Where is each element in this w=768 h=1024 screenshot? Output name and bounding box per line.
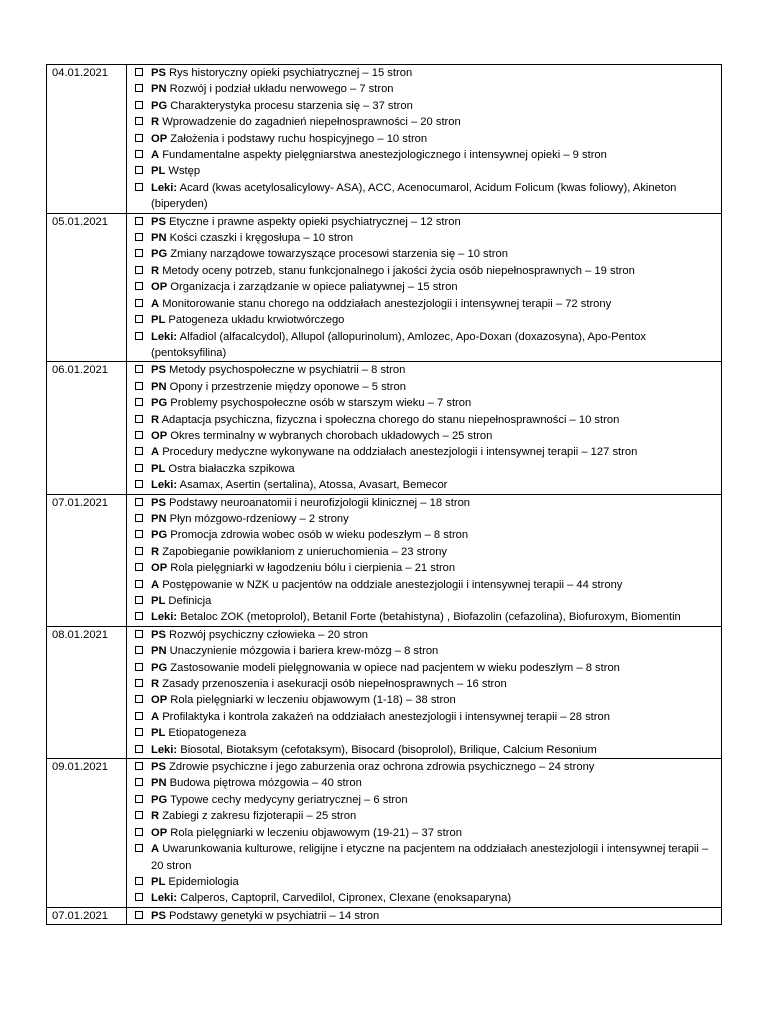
item-code: PS — [151, 364, 166, 377]
checklist-item — [127, 709, 721, 725]
item-text: Metody psychospołeczne w psychiatrii – 8 stron — [169, 364, 406, 377]
item-code: PN — [151, 380, 167, 393]
item-text: Rola pielęgniarki w leczeniu objawowym (19-21) – 37 stron — [170, 826, 462, 839]
checklist-item — [127, 841, 721, 874]
item-code: PN — [151, 645, 167, 658]
day-date: 04.01.2021 — [47, 65, 127, 214]
item-code: PG — [151, 661, 168, 674]
item-text: Kości czaszki i kręgosłupa – 10 stron — [169, 232, 354, 245]
checklist-item — [127, 908, 721, 924]
day-date: 05.01.2021 — [47, 213, 127, 362]
checklist-item — [127, 742, 721, 758]
item-text: Rozwój psychiczny człowieka – 20 stron — [169, 628, 369, 641]
day-items — [127, 907, 722, 924]
item-code: R — [151, 264, 160, 277]
checkbox-icon[interactable] — [135, 679, 143, 687]
item-code: PL — [151, 875, 166, 888]
checklist-item — [127, 147, 721, 163]
item-code: Leki: — [151, 892, 178, 905]
checklist-item — [127, 312, 721, 328]
checklist-item — [127, 180, 721, 213]
checkbox-icon[interactable] — [135, 547, 143, 555]
checklist-item — [127, 296, 721, 312]
schedule-table-body — [47, 65, 722, 925]
item-code: OP — [151, 281, 168, 294]
checkbox-icon[interactable] — [135, 695, 143, 703]
item-text: Rozwój i podział układu nerwowego – 7 stron — [169, 83, 394, 96]
day-date: 07.01.2021 — [47, 494, 127, 626]
checkbox-icon[interactable] — [135, 514, 143, 522]
item-code: PS — [151, 628, 166, 641]
item-code: A — [151, 297, 160, 310]
day-date: 08.01.2021 — [47, 626, 127, 758]
checkbox-icon[interactable] — [135, 447, 143, 455]
day-items — [127, 213, 722, 362]
day-items — [127, 759, 722, 908]
item-text: Ostra białaczka szpikowa — [168, 462, 295, 475]
checkbox-icon[interactable] — [135, 498, 143, 506]
item-text: Opony i przestrzenie między oponowe – 5 stron — [169, 380, 406, 393]
item-code: R — [151, 545, 160, 558]
day-items — [127, 65, 722, 214]
item-text: Acard (kwas acetylosalicylowy- ASA), ACC, Acenocumarol, Acidum Folicum (kwas foliowy), Akineton (biperyden) — [151, 181, 677, 211]
item-code: PN — [151, 232, 167, 245]
item-text: Założenia i podstawy ruchu hospicyjnego – 10 stron — [170, 132, 428, 145]
checklist-item — [127, 825, 721, 841]
item-text: Rola pielęgniarki w łagodzeniu bólu i cierpienia – 21 stron — [170, 562, 456, 575]
item-code: A — [151, 149, 160, 162]
checklist-item — [127, 874, 721, 890]
item-text: Metody oceny potrzeb, stanu funkcjonalnego i jakości życia osób niepełnosprawnych – 19 stron — [162, 264, 635, 277]
item-text: Zmiany narządowe towarzyszące procesowi starzenia się – 10 stron — [170, 248, 508, 261]
item-text: Rys historyczny opieki psychiatrycznej – 15 stron — [169, 67, 413, 79]
checklist-item — [127, 560, 721, 576]
item-text: Podstawy genetyki w psychiatrii – 14 stron — [169, 909, 380, 922]
checkbox-icon[interactable] — [135, 315, 143, 323]
checklist-item — [127, 428, 721, 444]
checkbox-icon[interactable] — [135, 101, 143, 109]
item-code: Leki: — [151, 479, 178, 492]
checkbox-icon[interactable] — [135, 762, 143, 770]
item-text: Problemy psychospołeczne osób w starszym wieku – 7 stron — [170, 397, 472, 410]
checklist-item — [127, 725, 721, 741]
checklist-item — [127, 362, 721, 378]
day-items — [127, 494, 722, 626]
item-code: PG — [151, 793, 168, 806]
checkbox-icon[interactable] — [135, 596, 143, 604]
day-items — [127, 362, 722, 494]
item-code: PN — [151, 777, 167, 790]
item-code: OP — [151, 826, 168, 839]
item-code: PG — [151, 529, 168, 542]
checkbox-icon[interactable] — [135, 217, 143, 225]
item-code: A — [151, 710, 160, 723]
item-text: Asamax, Asertin (sertalina), Atossa, Avasart, Bemecor — [179, 479, 448, 492]
item-code: A — [151, 578, 160, 591]
checkbox-icon[interactable] — [135, 464, 143, 472]
item-text: Epidemiologia — [168, 875, 239, 888]
item-text: Podstawy neuroanatomii i neurofizjologii klinicznej – 18 stron — [169, 496, 471, 509]
day-date: 06.01.2021 — [47, 362, 127, 494]
item-code: A — [151, 446, 160, 459]
checkbox-icon[interactable] — [135, 728, 143, 736]
item-text: Alfadiol (alfacalcydol), Allupol (allopurinolum), Amlozec, Apo-Doxan (doxazosyna), Apo-Pentox (pentoksyfilina) — [151, 330, 647, 359]
item-code: PL — [151, 595, 166, 607]
checkbox-icon[interactable] — [135, 431, 143, 439]
item-text: Etiopatogeneza — [168, 727, 247, 740]
checklist-item — [127, 890, 721, 906]
item-code: R — [151, 116, 160, 129]
day-row — [47, 362, 722, 494]
checkbox-icon[interactable] — [135, 712, 143, 720]
checkbox-icon[interactable] — [135, 398, 143, 406]
checkbox-icon[interactable] — [135, 778, 143, 786]
item-code: PL — [151, 314, 166, 327]
checkbox-icon[interactable] — [135, 580, 143, 588]
item-text: Zabiegi z zakresu fizjoterapii – 25 stron — [162, 810, 357, 823]
item-text: Fundamentalne aspekty pielęgniarstwa anestezjologicznego i intensywnej opieki – 9 stron — [162, 149, 607, 162]
checklist-item — [127, 163, 721, 179]
item-text: Biosotal, Biotaksym (cefotaksym), Bisocard (bisoprolol), Brilique, Calcium Resonium — [180, 743, 597, 756]
item-code: OP — [151, 429, 168, 442]
checkbox-icon[interactable] — [135, 183, 143, 191]
checkbox-icon[interactable] — [135, 68, 143, 76]
item-code: PS — [151, 761, 166, 774]
checkbox-icon[interactable] — [135, 233, 143, 241]
day-row — [47, 494, 722, 626]
item-code: OP — [151, 132, 168, 145]
item-text: Profilaktyka i kontrola zakażeń na oddziałach anestezjologii i intensywnej terapii – 28 stron — [162, 710, 610, 723]
day-date: 09.01.2021 — [47, 759, 127, 908]
checklist-item — [127, 609, 721, 625]
checkbox-icon[interactable] — [135, 282, 143, 290]
item-text: Rola pielęgniarki w leczeniu objawowym (1-18) – 38 stron — [170, 694, 456, 707]
checklist-item — [127, 214, 721, 230]
item-text: Płyn mózgowo-rdzeniowy – 2 strony — [169, 512, 349, 525]
item-text: Etyczne i prawne aspekty opieki psychiatrycznej – 12 stron — [169, 215, 461, 228]
item-code: A — [151, 843, 160, 856]
item-text: Zapobieganie powikłaniom z unieruchomienia – 23 strony — [162, 545, 448, 558]
item-code: PL — [151, 462, 166, 475]
checklist-item — [127, 676, 721, 692]
day-row — [47, 65, 722, 214]
checklist-item — [127, 81, 721, 97]
item-text: Zastosowanie modeli pielęgnowania w opiece nad pacjentem w wieku podeszłym – 8 stron — [170, 661, 620, 674]
checklist-item — [127, 792, 721, 808]
checklist-item — [127, 98, 721, 114]
item-text: Organizacja i zarządzanie w opiece paliatywnej – 15 stron — [170, 281, 458, 294]
item-text: Betaloc ZOK (metoprolol), Betanil Forte (betahistyna) , Biofazolin (cefazolina), Biofuroxym, Biomentin — [180, 611, 681, 624]
checklist-item — [127, 477, 721, 493]
checklist-item — [127, 65, 721, 81]
checkbox-icon[interactable] — [135, 266, 143, 274]
day-row — [47, 759, 722, 908]
checkbox-icon[interactable] — [135, 166, 143, 174]
checklist-item — [127, 246, 721, 262]
checkbox-icon[interactable] — [135, 134, 143, 142]
item-text: Zasady przenoszenia i asekuracji osób niepełnosprawnych – 16 stron — [162, 678, 507, 691]
item-text: Postępowanie w NZK u pacjentów na oddziale anestezjologii i intensywnej terapii – 44 strony — [162, 578, 623, 591]
schedule-document — [46, 64, 722, 925]
checklist-item — [127, 511, 721, 527]
item-code: R — [151, 678, 160, 691]
checklist-item — [127, 444, 721, 460]
item-code: PG — [151, 99, 168, 112]
checklist-item — [127, 495, 721, 511]
item-code: PG — [151, 248, 168, 261]
checkbox-icon[interactable] — [135, 150, 143, 158]
checkbox-icon[interactable] — [135, 795, 143, 803]
item-code: OP — [151, 562, 168, 575]
item-code: Leki: — [151, 743, 178, 756]
item-text: Wstęp — [168, 165, 201, 178]
checkbox-icon[interactable] — [135, 663, 143, 671]
item-text: Budowa piętrowa mózgowia – 40 stron — [169, 777, 362, 790]
checklist-item — [127, 279, 721, 295]
item-code: PS — [151, 67, 166, 79]
checklist-item — [127, 759, 721, 775]
checkbox-icon[interactable] — [135, 332, 143, 340]
day-row — [47, 907, 722, 924]
checkbox-icon[interactable] — [135, 844, 143, 852]
item-text: Zdrowie psychiczne i jego zaburzenia oraz ochrona zdrowia psychicznego – 24 strony — [169, 761, 595, 774]
checkbox-icon[interactable] — [135, 563, 143, 571]
checklist-item — [127, 527, 721, 543]
checkbox-icon[interactable] — [135, 117, 143, 125]
checklist-item — [127, 593, 721, 609]
checklist-item — [127, 643, 721, 659]
checklist-item — [127, 461, 721, 477]
checklist-item — [127, 775, 721, 791]
checkbox-icon[interactable] — [135, 480, 143, 488]
item-code: R — [151, 810, 160, 823]
day-items — [127, 626, 722, 758]
checkbox-icon[interactable] — [135, 893, 143, 901]
checkbox-icon[interactable] — [135, 365, 143, 373]
day-row — [47, 213, 722, 362]
checkbox-icon[interactable] — [135, 530, 143, 538]
item-code: PN — [151, 512, 167, 525]
item-text: Wprowadzenie do zagadnień niepełnosprawności – 20 stron — [162, 116, 461, 129]
item-code: PG — [151, 397, 168, 410]
checklist-item — [127, 263, 721, 279]
item-text: Okres terminalny w wybranych chorobach układowych – 25 stron — [170, 429, 493, 442]
day-row — [47, 626, 722, 758]
checkbox-icon[interactable] — [135, 84, 143, 92]
day-date: 07.01.2021 — [47, 907, 127, 924]
checklist-item — [127, 131, 721, 147]
checkbox-icon[interactable] — [135, 828, 143, 836]
item-text: Patogeneza układu krwiotwórczego — [168, 314, 345, 327]
checklist-item — [127, 329, 721, 362]
item-code: PS — [151, 496, 166, 509]
checkbox-icon[interactable] — [135, 249, 143, 257]
item-code: PL — [151, 165, 166, 178]
checklist-item — [127, 808, 721, 824]
item-text: Adaptacja psychiczna, fizyczna i społeczna chorego do stanu niepełnosprawności – 10 stron — [161, 413, 620, 426]
checkbox-icon[interactable] — [135, 630, 143, 638]
checklist-item — [127, 412, 721, 428]
checkbox-icon[interactable] — [135, 382, 143, 390]
checklist-item — [127, 627, 721, 643]
checklist-item — [127, 379, 721, 395]
item-code: R — [151, 413, 160, 426]
checkbox-icon[interactable] — [135, 299, 143, 307]
item-text: Monitorowanie stanu chorego na oddziałach anestezjologii i intensywnej terapii – 72 strony — [162, 297, 612, 310]
checklist-item — [127, 660, 721, 676]
checkbox-icon[interactable] — [135, 877, 143, 885]
item-text: Promocja zdrowia wobec osób w wieku podeszłym – 8 stron — [170, 529, 469, 542]
checklist-item — [127, 230, 721, 246]
item-text: Typowe cechy medycyny geriatrycznej – 6 stron — [170, 793, 408, 806]
item-code: PS — [151, 909, 166, 922]
checklist-item — [127, 577, 721, 593]
schedule-table — [46, 64, 722, 925]
item-code: PL — [151, 727, 166, 740]
item-code: Leki: — [151, 181, 178, 194]
checklist-item — [127, 544, 721, 560]
item-text: Definicja — [168, 595, 212, 607]
checkbox-icon[interactable] — [135, 911, 143, 919]
item-code: OP — [151, 694, 168, 707]
checklist-item — [127, 114, 721, 130]
item-text: Charakterystyka procesu starzenia się – 37 stron — [170, 99, 413, 112]
item-code: PS — [151, 215, 166, 228]
checkbox-icon[interactable] — [135, 612, 143, 620]
item-text: Procedury medyczne wykonywane na oddziałach anestezjologii i intensywnej terapii – 127 stron — [162, 446, 638, 459]
checkbox-icon[interactable] — [135, 415, 143, 423]
item-code: Leki: — [151, 611, 178, 624]
item-text: Uwarunkowania kulturowe, religijne i etyczne na pacjentem na oddziałach anestezjologii i intensywnej terapii – 20 stron — [151, 843, 709, 872]
checkbox-icon[interactable] — [135, 811, 143, 819]
checkbox-icon[interactable] — [135, 745, 143, 753]
checkbox-icon[interactable] — [135, 646, 143, 654]
item-code: PN — [151, 83, 167, 96]
item-text: Calperos, Captopril, Carvedilol, Cipronex, Clexane (enoksaparyna) — [180, 892, 512, 905]
item-code: Leki: — [151, 330, 178, 343]
checklist-item — [127, 692, 721, 708]
checklist-item — [127, 395, 721, 411]
item-text: Unaczynienie mózgowia i bariera krew-mózg – 8 stron — [169, 645, 439, 658]
